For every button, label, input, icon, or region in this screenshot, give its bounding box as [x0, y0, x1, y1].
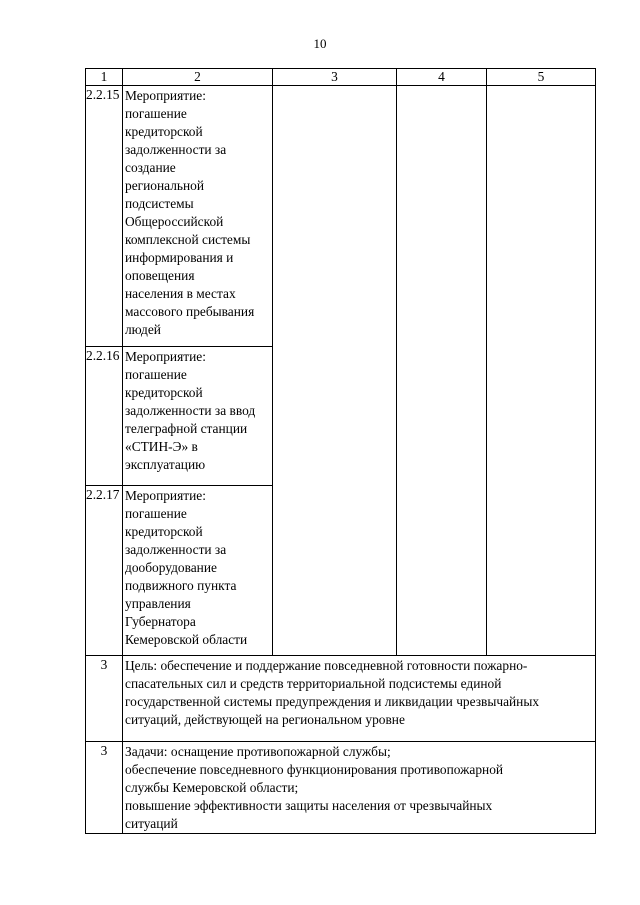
text-line: управления [125, 596, 191, 611]
text-line: повышение эффективности защиты населения от чрезвычайных [125, 798, 493, 813]
text-line: Губернатора [125, 614, 196, 629]
header-cell-2: 2 [123, 69, 273, 86]
text-line: телеграфной станции [125, 421, 248, 436]
text-line: массового пребывания [125, 304, 255, 319]
text-line: подсистемы [125, 196, 194, 211]
text-line: задолженности за [125, 142, 227, 157]
text-line: «СТИН-Э» в [125, 439, 198, 454]
text-line: погашение [125, 106, 187, 121]
text-line: обеспечение повседневного функционирования противопожарной [125, 762, 504, 777]
text-line: задолженности за [125, 542, 227, 557]
row-number: 2.2.17 [86, 486, 123, 656]
text-line: кредиторской [125, 524, 203, 539]
header-cell-5: 5 [487, 69, 596, 86]
text-line: ситуаций, действующей на региональном уровне [125, 712, 405, 727]
text-line: людей [125, 322, 161, 337]
text-line: службы Кемеровской области; [125, 780, 299, 795]
text-line: оповещения [125, 268, 195, 283]
goal-text [123, 656, 596, 742]
text-line: комплексной системы [125, 232, 251, 247]
text-line: погашение [125, 506, 187, 521]
text-line: кредиторской [125, 124, 203, 139]
activity-name [123, 86, 273, 347]
empty-cell-col-3 [273, 86, 397, 656]
program-table [85, 68, 596, 834]
tasks-row [86, 742, 596, 834]
text-line: населения в местах [125, 286, 236, 301]
text-line: дооборудование [125, 560, 217, 575]
text-line: государственной системы предупреждения и ликвидации чрезвычайных [125, 694, 540, 709]
header-cell-4: 4 [397, 69, 487, 86]
text-line: Задачи: оснащение противопожарной службы; [125, 744, 391, 759]
header-row [86, 69, 596, 86]
empty-cell-col-4 [397, 86, 487, 656]
header-cell-1: 1 [86, 69, 123, 86]
tasks-number: 3 [86, 742, 123, 834]
text-line: задолженности за ввод [125, 403, 256, 418]
text-line: региональной [125, 178, 205, 193]
text-line: Мероприятие: [125, 349, 206, 364]
header-cell-3: 3 [273, 69, 397, 86]
text-line: кредиторской [125, 385, 203, 400]
page-number: 10 [313, 36, 327, 51]
activity-name [123, 486, 273, 656]
row-number: 2.2.16 [86, 347, 123, 486]
text-line: Цель: обеспечение и поддержание повседневной готовности пожарно- [125, 658, 528, 673]
table-row [86, 86, 596, 347]
text-line: создание [125, 160, 176, 175]
text-line: погашение [125, 367, 187, 382]
empty-cell-col-5 [487, 86, 596, 656]
goal-row [86, 656, 596, 742]
text-line: подвижного пункта [125, 578, 237, 593]
text-line: Мероприятие: [125, 488, 206, 503]
text-line: информирования и [125, 250, 234, 265]
text-line: Кемеровской области [125, 632, 248, 647]
text-line: Мероприятие: [125, 88, 206, 103]
tasks-text [123, 742, 596, 834]
row-number: 2.2.15 [86, 86, 123, 347]
goal-number: 3 [86, 656, 123, 742]
text-line: эксплуатацию [125, 457, 206, 472]
text-line: спасательных сил и средств территориальной подсистемы единой [125, 676, 502, 691]
text-line: ситуаций [125, 816, 178, 831]
text-line: Общероссийской [125, 214, 224, 229]
activity-name [123, 347, 273, 486]
